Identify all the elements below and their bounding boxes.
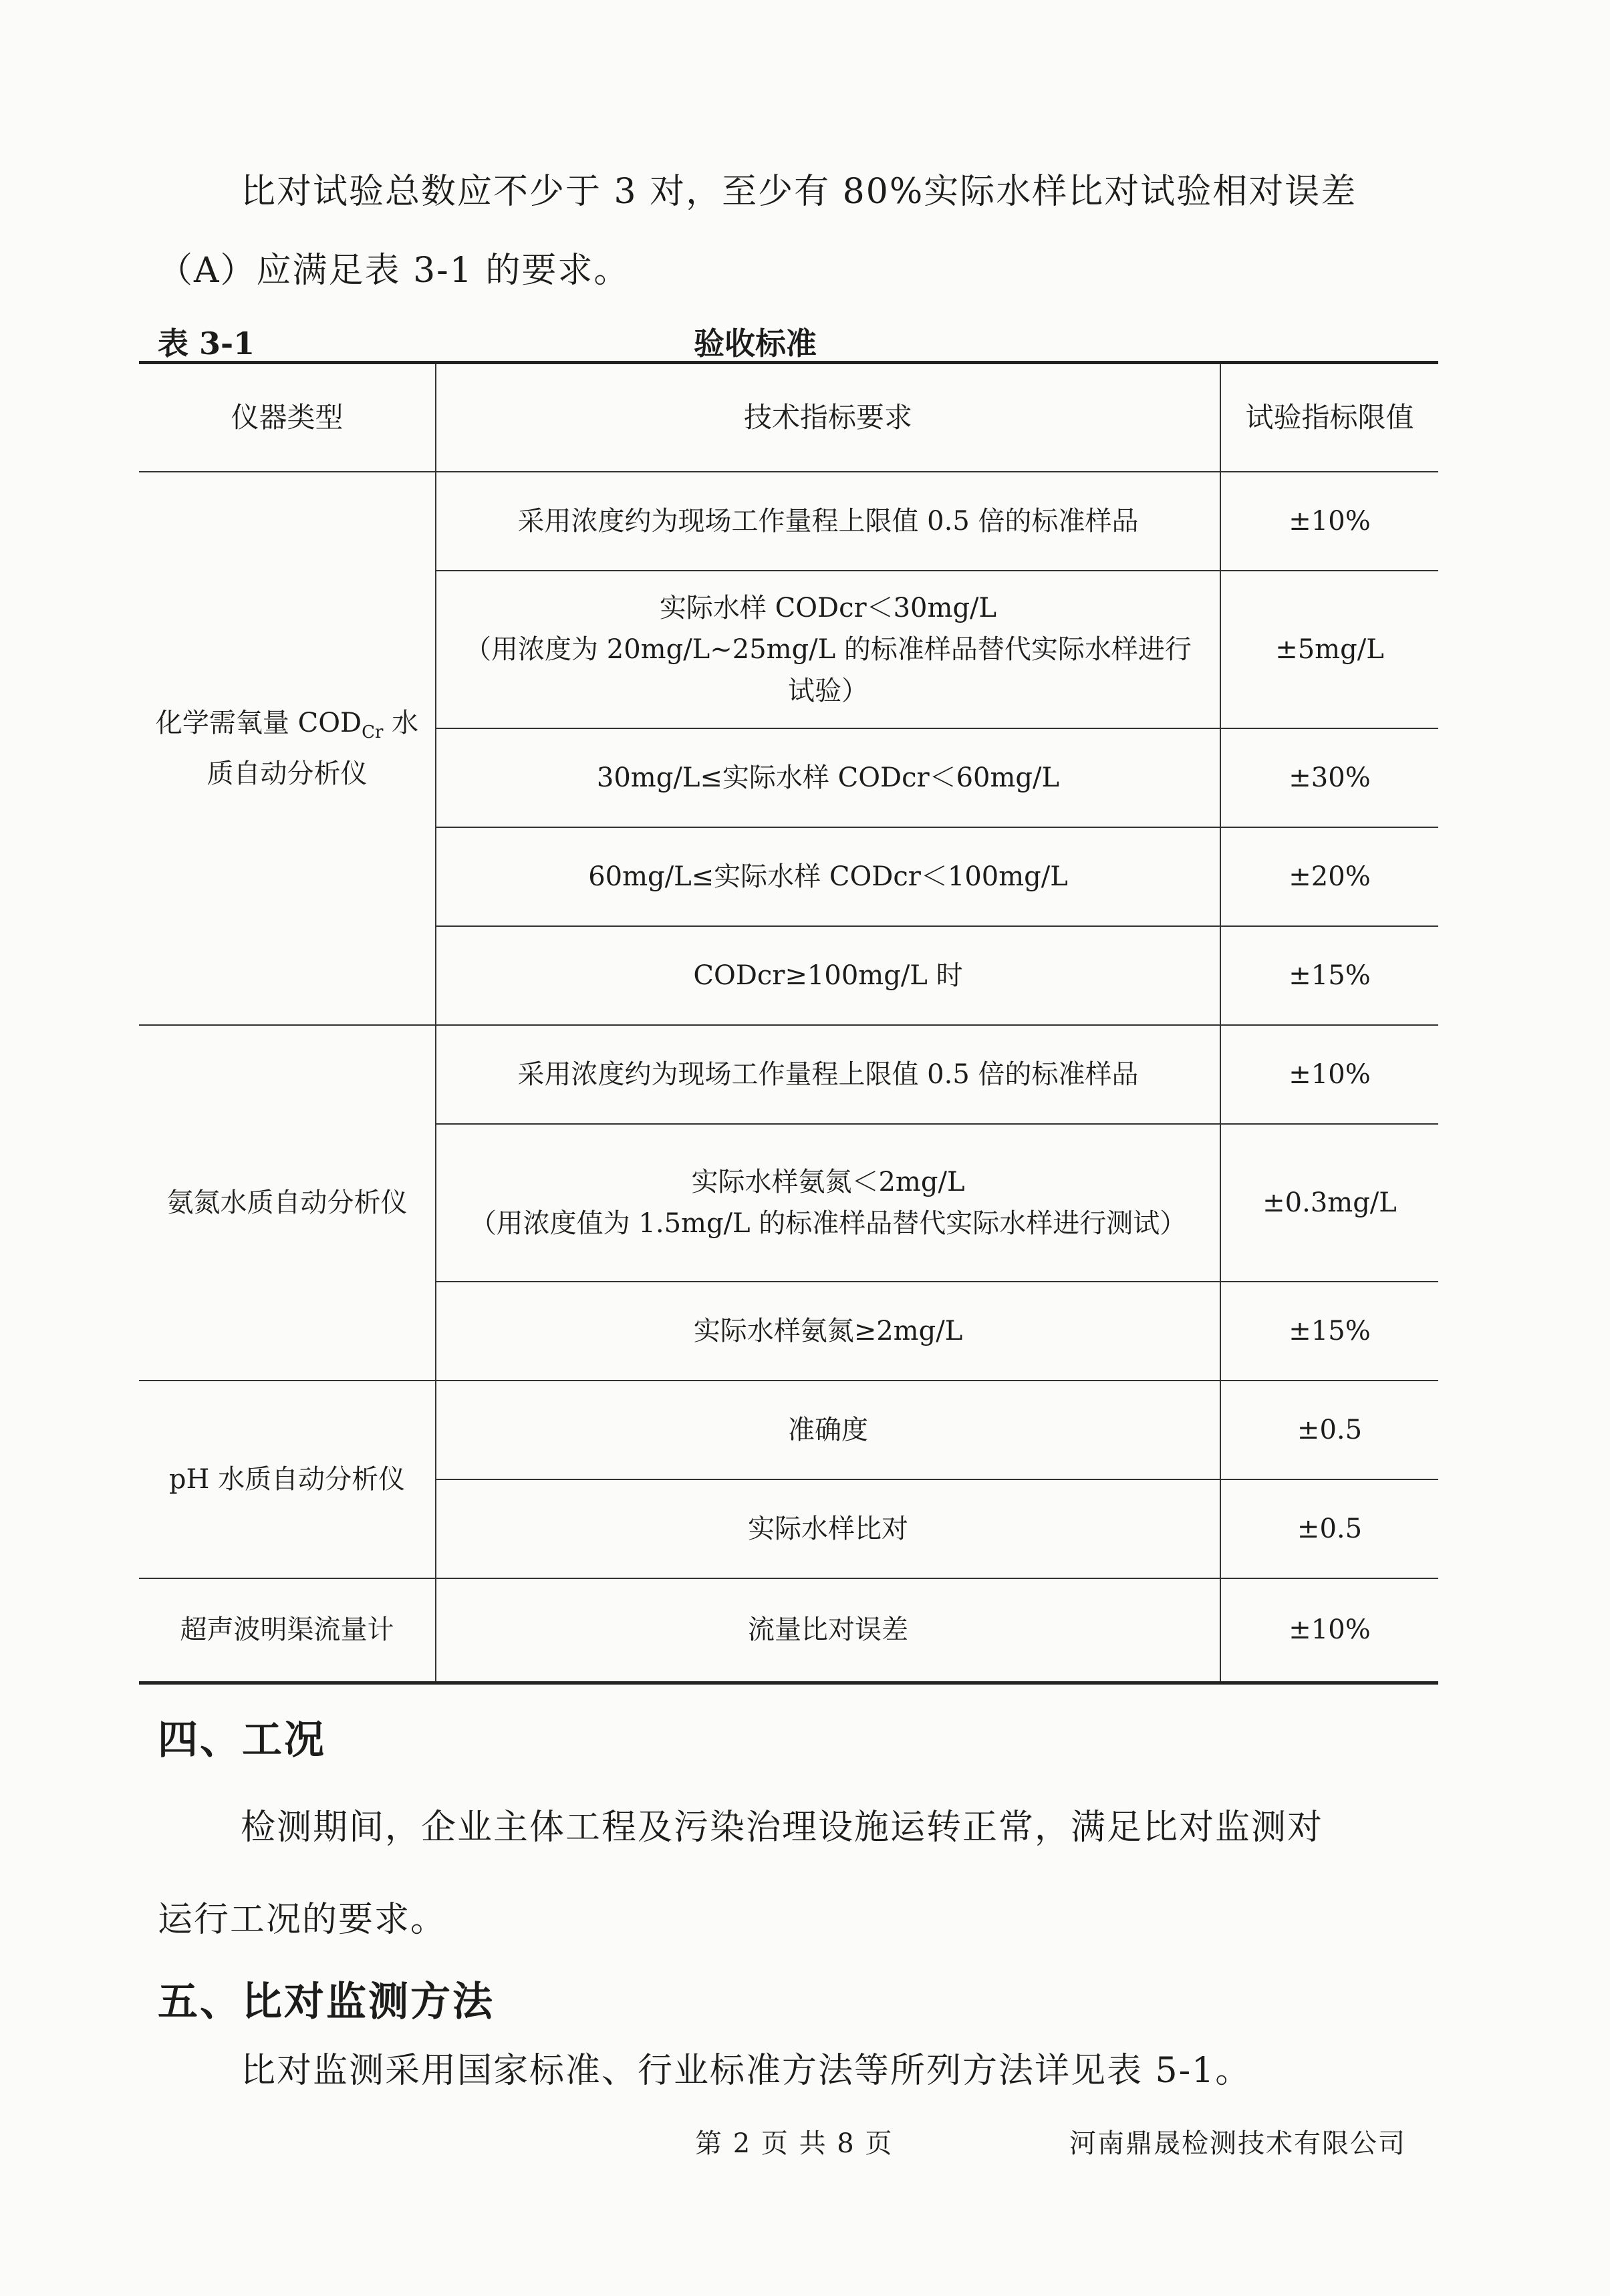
table-row [139, 1025, 1438, 1124]
table-number: 表 3-1 [158, 325, 255, 362]
requirement-cell: 实际水样比对 [436, 1479, 1220, 1578]
limit-cell: ±5mg/L [1220, 571, 1438, 728]
limit-cell: ±0.5 [1220, 1381, 1438, 1479]
limit-cell: ±10% [1220, 1025, 1438, 1124]
instrument-cod-analyzer: 化学需氧量 $COD_{Cr}$ 水质自动分析仪 [139, 472, 436, 1025]
intro-line-1: 比对试验总数应不少于 3 对，至少有 80%实际水样比对试验相对误差 [241, 172, 1357, 212]
footer-company: 河南鼎晟检测技术有限公司 [1069, 2128, 1406, 2159]
limit-cell: ±30% [1220, 728, 1438, 827]
instrument-ph-analyzer: pH 水质自动分析仪 [139, 1381, 436, 1578]
requirement-cell: 实际水样 CODcr＜30mg/L （用浓度为 20mg/L~25mg/L 的标准样品替代实际水样进行 试验） [436, 571, 1220, 728]
requirement-cell: 实际水样氨氮≥2mg/L [436, 1282, 1220, 1381]
limit-cell: ±10% [1220, 1578, 1438, 1683]
requirement-cell: 采用浓度约为现场工作量程上限值 0.5 倍的标准样品 [436, 472, 1220, 571]
limit-cell: ±20% [1220, 827, 1438, 926]
limit-cell: ±10% [1220, 472, 1438, 571]
limit-cell: ±0.3mg/L [1220, 1124, 1438, 1282]
section-5-paragraph [158, 2031, 1428, 2110]
requirement-cell: 准确度 [436, 1381, 1220, 1479]
limit-cell: ±15% [1220, 1282, 1438, 1381]
table-row [139, 1578, 1438, 1683]
requirement-cell: 60mg/L≤实际水样 CODcr＜100mg/L [436, 827, 1220, 926]
table-title: 验收标准 [694, 325, 817, 362]
table-row [139, 1381, 1438, 1479]
section-4-heading: 四、工况 [158, 1717, 326, 1763]
table-row [139, 472, 1438, 571]
limit-cell: ±15% [1220, 926, 1438, 1025]
instrument-ultrasonic-flowmeter: 超声波明渠流量计 [139, 1578, 436, 1683]
section-4-line-1: 检测期间，企业主体工程及污染治理设施运转正常，满足比对监测对 [241, 1808, 1324, 1848]
header-instrument-type: 仪器类型 [139, 363, 436, 472]
intro-line-2: （A）应满足表 3-1 的要求。 [158, 251, 630, 291]
footer-page-number: 第 2 页 共 8 页 [695, 2128, 894, 2159]
requirement-cell: CODcr≥100mg/L 时 [436, 926, 1220, 1025]
table-header-row [139, 363, 1438, 472]
header-technical-requirement: 技术指标要求 [436, 363, 1220, 472]
section-5-line-1: 比对监测采用国家标准、行业标准方法等所列方法详见表 5-1。 [241, 2051, 1252, 2091]
limit-cell: ±0.5 [1220, 1479, 1438, 1578]
requirement-cell: 30mg/L≤实际水样 CODcr＜60mg/L [436, 728, 1220, 827]
section-5-heading: 五、比对监测方法 [158, 1979, 495, 2025]
requirement-cell: 实际水样氨氮＜2mg/L （用浓度值为 1.5mg/L 的标准样品替代实际水样进行测试） [436, 1124, 1220, 1282]
requirement-cell: 采用浓度约为现场工作量程上限值 0.5 倍的标准样品 [436, 1025, 1220, 1124]
section-4-line-2: 运行工况的要求。 [158, 1900, 447, 1940]
header-test-limit: 试验指标限值 [1220, 363, 1438, 472]
intro-paragraph [158, 152, 1428, 310]
section-4-paragraph [158, 1781, 1428, 1966]
instrument-ammonia-analyzer: 氨氮水质自动分析仪 [139, 1025, 436, 1381]
acceptance-criteria-table [139, 361, 1438, 1685]
requirement-cell: 流量比对误差 [436, 1578, 1220, 1683]
